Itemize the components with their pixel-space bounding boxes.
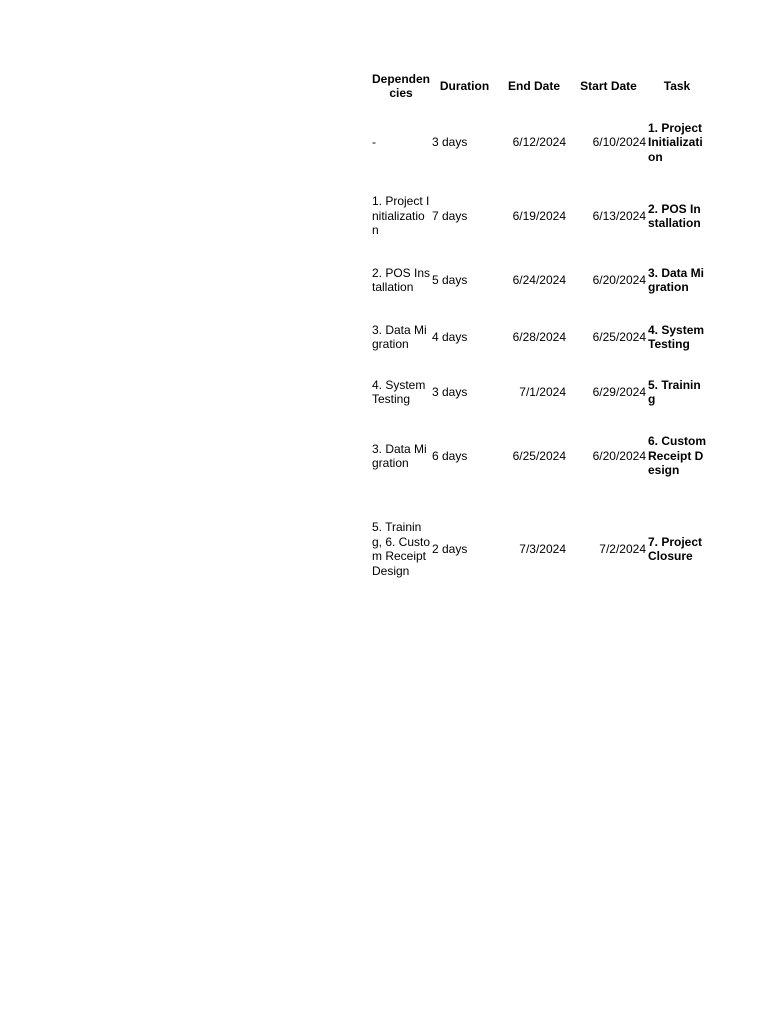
duration-cell: 2 days bbox=[432, 541, 468, 556]
end-date-cell: 7/1/2024 bbox=[519, 384, 566, 399]
end-date-cell: 6/12/2024 bbox=[512, 135, 566, 150]
start-date-cell: 6/20/2024 bbox=[592, 448, 646, 463]
table-header-row bbox=[371, 68, 707, 104]
start-date-cell: 6/20/2024 bbox=[592, 272, 646, 287]
dependencies-cell: 2. POS Installation bbox=[372, 265, 431, 294]
duration-cell: 3 days bbox=[432, 384, 468, 399]
task-cell: 3. Data Migration bbox=[648, 265, 705, 294]
dependencies-cell: 1. Project Initialization bbox=[372, 194, 430, 238]
dependencies-cell: 4. System Testing bbox=[372, 377, 426, 406]
start-date-cell: 6/29/2024 bbox=[592, 384, 646, 399]
task-cell: 6. Custom Receipt Design bbox=[648, 434, 707, 478]
header-dependencies: Dependencies bbox=[371, 71, 430, 100]
dependencies-cell: 3. Data Migration bbox=[372, 441, 427, 470]
dependencies-cell: - bbox=[372, 135, 376, 150]
header-task: Task bbox=[663, 78, 691, 93]
task-cell: 2. POS Installation bbox=[648, 201, 701, 230]
table-row bbox=[371, 181, 707, 251]
end-date-cell: 6/25/2024 bbox=[512, 448, 566, 463]
start-date-cell: 7/2/2024 bbox=[599, 541, 646, 556]
header-end-date: End Date bbox=[507, 78, 560, 93]
header-duration: Duration bbox=[439, 78, 490, 93]
dependencies-cell: 3. Data Migration bbox=[372, 322, 427, 351]
header-start-date: Start Date bbox=[580, 78, 637, 93]
duration-cell: 5 days bbox=[432, 272, 468, 287]
start-date-cell: 6/10/2024 bbox=[592, 135, 646, 150]
table-row bbox=[371, 365, 707, 419]
duration-cell: 4 days bbox=[432, 329, 468, 344]
end-date-cell: 6/24/2024 bbox=[512, 272, 566, 287]
duration-cell: 7 days bbox=[432, 208, 468, 223]
end-date-cell: 7/3/2024 bbox=[519, 541, 566, 556]
start-date-cell: 6/13/2024 bbox=[592, 208, 646, 223]
dependencies-cell: 5. Training, 6. Custom Receipt Design bbox=[372, 520, 431, 578]
end-date-cell: 6/19/2024 bbox=[512, 208, 566, 223]
task-cell: 5. Training bbox=[648, 377, 701, 406]
table-row bbox=[371, 419, 707, 493]
task-cell: 1. Project Initialization bbox=[648, 120, 703, 164]
task-schedule-table bbox=[371, 68, 707, 605]
task-cell: 4. System Testing bbox=[648, 322, 705, 351]
end-date-cell: 6/28/2024 bbox=[512, 329, 566, 344]
start-date-cell: 6/25/2024 bbox=[592, 329, 646, 344]
table-row bbox=[371, 493, 707, 605]
duration-cell: 3 days bbox=[432, 135, 468, 150]
table-row bbox=[371, 309, 707, 365]
table-row bbox=[371, 104, 707, 181]
task-cell: 7. Project Closure bbox=[648, 534, 703, 563]
duration-cell: 6 days bbox=[432, 448, 468, 463]
table-row bbox=[371, 251, 707, 309]
